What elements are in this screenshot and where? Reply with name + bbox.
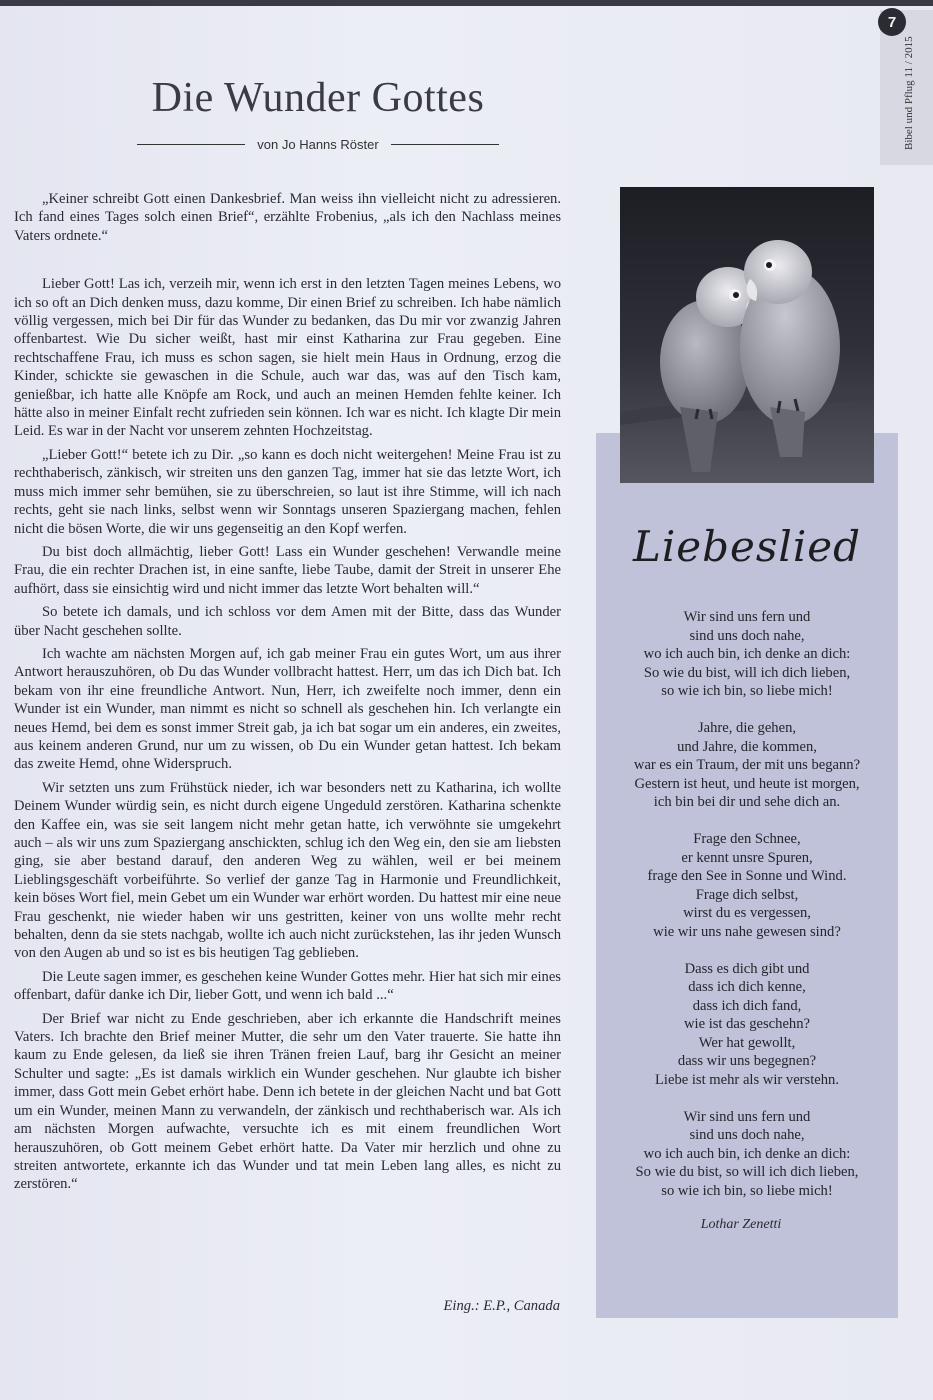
article-signoff: Eing.: E.P., Canada bbox=[443, 1298, 560, 1314]
poem-line: Wir sind uns fern und bbox=[683, 1108, 811, 1125]
magazine-issue-label: Bibel und Pflug 11 / 2015 bbox=[903, 36, 915, 150]
article-paragraph: Du bist doch allmächtig, lieber Gott! Lass ein Wunder geschehen! Verwandle meine Frau, die ein rechter Drachen ist, in eine sanfte, liebe Taube, damit der Streit in unserer Ehe aufhört, dass sie einsichtig wird und nicht immer das letzte Wort behalten will.“ bbox=[14, 543, 561, 597]
poem-line: sind uns doch nahe, bbox=[689, 627, 805, 644]
poem-stanza bbox=[596, 960, 898, 1090]
poem-line: dass ich dich fand, bbox=[692, 997, 802, 1014]
poem-line: so wie ich bin, so liebe mich! bbox=[661, 1182, 833, 1199]
poem-title: Liebeslied bbox=[632, 522, 862, 571]
poem-line: So wie du bist, so will ich dich lieben, bbox=[635, 1164, 859, 1180]
poem-line: und Jahre, die kommen, bbox=[677, 738, 817, 755]
poem-line: wo ich auch bin, ich denke an dich: bbox=[643, 646, 851, 662]
byline-row bbox=[133, 134, 503, 154]
article-paragraph: „Keiner schreibt Gott einen Dankesbrief. Man weiss ihn vielleicht nicht zu adressieren. Ich fand eines Tages solch einen Brief“, erzählte Frobenius, „als ich den Nachlass meines Vaters ordnete.“ bbox=[14, 191, 561, 244]
poem-line: dass ich dich kenne, bbox=[688, 979, 806, 995]
poem-line: Frage dich selbst, bbox=[695, 886, 799, 903]
poem-line: dass wir uns begegnen? bbox=[677, 1053, 817, 1069]
poem-line: Jahre, die gehen, bbox=[697, 720, 797, 736]
poem-line: ich bin bei dir und sehe dich an. bbox=[653, 794, 841, 810]
poem-stanza bbox=[596, 830, 898, 941]
article-title: Die Wunder Gottes bbox=[151, 75, 485, 121]
lovebirds-photo bbox=[620, 187, 874, 483]
article-paragraph: Lieber Gott! Las ich, verzeih mir, wenn ich erst in den letzten Tagen meines Lebens, wo ich so oft an Dich denken muss, dazu komme, Dir einen Brief zu schreiben. Ich habe nämlich völlig vergessen, mich bei Dir für das Wunder zu bedanken, das Du mir vor zwanzig Jahren offenbartest. Wie Du sicher weißt, hast mir einst Katharina zur Frau gegeben. Eine rechtschaffene Frau, ich muss es schon sagen, sie hielt mein Haus in Ordnung, erzog die Kinder, schickte sie gewaschen in die Schule, auch war das, was auf den Tisch kam, genießbar, ich hatte alle Knöpfe am Rock, und auch an meinen Hemden fehlte keiner. Ich hätte also in meiner Einfalt recht zufrieden sein können. Ich war es nicht. Ich klagte Dir mein Leid. Es war in der Nacht vor unserem zehnten Hochzeitstag. bbox=[14, 276, 561, 440]
byline-rule-right bbox=[391, 144, 499, 145]
poem-line: war es ein Traum, der mit uns begann? bbox=[633, 757, 861, 773]
poem-line: wo ich auch bin, ich denke an dich: bbox=[643, 1145, 851, 1162]
poem-line: wie wir uns nahe gewesen sind? bbox=[653, 923, 841, 940]
poem-text bbox=[596, 608, 898, 1219]
poem-line: Dass es dich gibt und bbox=[684, 960, 810, 977]
poem-line: Wir sind uns fern und bbox=[683, 609, 811, 625]
poem-line: So wie du bist, will ich dich lieben, bbox=[643, 664, 851, 681]
poem-author: Lothar Zenetti bbox=[700, 1217, 782, 1232]
page-top-edge bbox=[0, 0, 933, 6]
article-paragraph: „Lieber Gott!“ betete ich zu Dir. „so kann es doch nicht weitergehen! Meine Frau ist zu rechthaberisch, zänkisch, wir streiten uns den ganzen Tag, immer hat sie das letzte Wort, ich muss mich immer sehr bemühen, sie zu überschreien, so laut ist ihre Stimme, will ich nach rechts, geht sie nach links, selbst wenn wir Sonntags unseren Spaziergang machen, fehlen nicht die bösen Worte, die wir uns gegenseitig an den Kopf werfen. bbox=[14, 446, 561, 537]
page-number-badge: 7 bbox=[878, 8, 906, 36]
article-paragraph: Die Leute sagen immer, es geschehen keine Wunder Gottes mehr. Hier hat sich mir eines offenbart, dafür danke ich Dir, lieber Gott, und wenn ich bald ...“ bbox=[14, 968, 561, 1004]
article-body bbox=[14, 190, 561, 1199]
poem-line: sind uns doch nahe, bbox=[689, 1127, 805, 1143]
poem-line: Wer hat gewollt, bbox=[698, 1034, 796, 1051]
article-paragraph: Ich wachte am nächsten Morgen auf, ich gab meiner Frau ein gutes Wort, um aus ihrer Antwort herauszuhören, ob Du das Wunder vollbracht hattest. Herr, um das ich Dich bat. Ich bekam von ihr eine freundliche Antwort. Nun, Herr, ich zweifelte noch immer, denn ein Wunder ist ein Wunder, man nimmt es nicht so schnell als geschehen hin. Ich verlangte ein neues Hemd, bei dem es sonst immer Streit gab, ja ich bat sogar um ein anderes, ein zweites, aus keinem anderen Grund, nur um zu wissen, ob Du ein Wunder getan hattest. Ich bekam das zweite Hemd, ohne Widerspruch. bbox=[14, 645, 561, 773]
article-paragraph: So betete ich damals, und ich schloss vor dem Amen mit der Bitte, dass das Wunder über Nacht geschehen sollte. bbox=[14, 604, 561, 639]
poem-line: so wie ich bin, so liebe mich! bbox=[661, 683, 833, 699]
article-paragraph: Der Brief war nicht zu Ende geschrieben, aber ich erkannte die Handschrift meines Vaters. Ich brachte den Brief meiner Mutter, die sehr um den Vater trauerte. Sie hatte ihn kaum zu Ende gelesen, da ließ sie ihren Tränen freien Lauf, barg ihr Gesicht an meiner Schulter und sagte: „Es ist damals wirklich ein Wunder geschehen. Nur glaubte ich bisher immer, dass Gott mein Gebet erhört habe. Denn ich betete in der gleichen Nacht und bat Gott um ein Wunder, meinen Mann zu verwandeln, der zänkisch und rechthaberisch war. Als ich am nächsten Morgen aufwachte, versuchte ich es mit einem freundlichen Wort herauszuhören, ob Gott meinem Gebet erhört hatte. Da Vater mir herzlich und ohne zu streiten antwortete, erkannte ich das Wunder und tat mein Leben lang alles, es nicht zu zerstören.“ bbox=[14, 1010, 561, 1193]
poem-stanza bbox=[596, 608, 898, 701]
lovebirds-illustration bbox=[620, 187, 874, 483]
poem-line: Frage den Schnee, bbox=[693, 831, 801, 847]
article-paragraph: Wir setzten uns zum Frühstück nieder, ich war besonders nett zu Katharina, ich wollte Deinem Wunder würdig sein, es nicht durch eigene Ungeduld zerstören. Katharina schenkte den Kaffee ein, was sie seit langem nicht mehr getan hatte, ich verwöhnte sie umgekehrt auch – als wir uns zum Spaziergang anschickten, schlug ich den Weg ein, den sie am liebsten ging, sie aber bestand darauf, den anderen Weg zu wählen, weil er bei meinem Lieblingsgeschäft vorbeiführte. So verlief der ganze Tag in Harmonie und Freundlichkeit, kein böses Wort fiel, mein Gebet um ein Wunder war erhört worden. Du hattest mir eine neue Frau geschenkt, nie wieder haben wir uns gestritten, keiner von uns wollte mehr recht behalten, denn da sie stets nachgab, wollte ich auch nicht zurückstehen, las ihr jeden Wunsch von den Augen ab und so ist es bis heutigen Tag geblieben. bbox=[14, 779, 561, 962]
poem-line: wie ist das geschehn? bbox=[683, 1016, 811, 1032]
byline-rule-left bbox=[137, 144, 245, 145]
poem-line: er kennt unsre Spuren, bbox=[681, 849, 813, 866]
poem-line: frage den See in Sonne und Wind. bbox=[647, 868, 847, 884]
poem-line: Liebe ist mehr als wir verstehn. bbox=[655, 1071, 839, 1088]
byline: von Jo Hanns Röster bbox=[257, 136, 379, 152]
poem-line: Gestern ist heut, und heute ist morgen, bbox=[634, 775, 860, 792]
poem-stanza bbox=[596, 1108, 898, 1201]
poem-stanza bbox=[596, 719, 898, 812]
poem-line: wirst du es vergessen, bbox=[683, 905, 811, 921]
